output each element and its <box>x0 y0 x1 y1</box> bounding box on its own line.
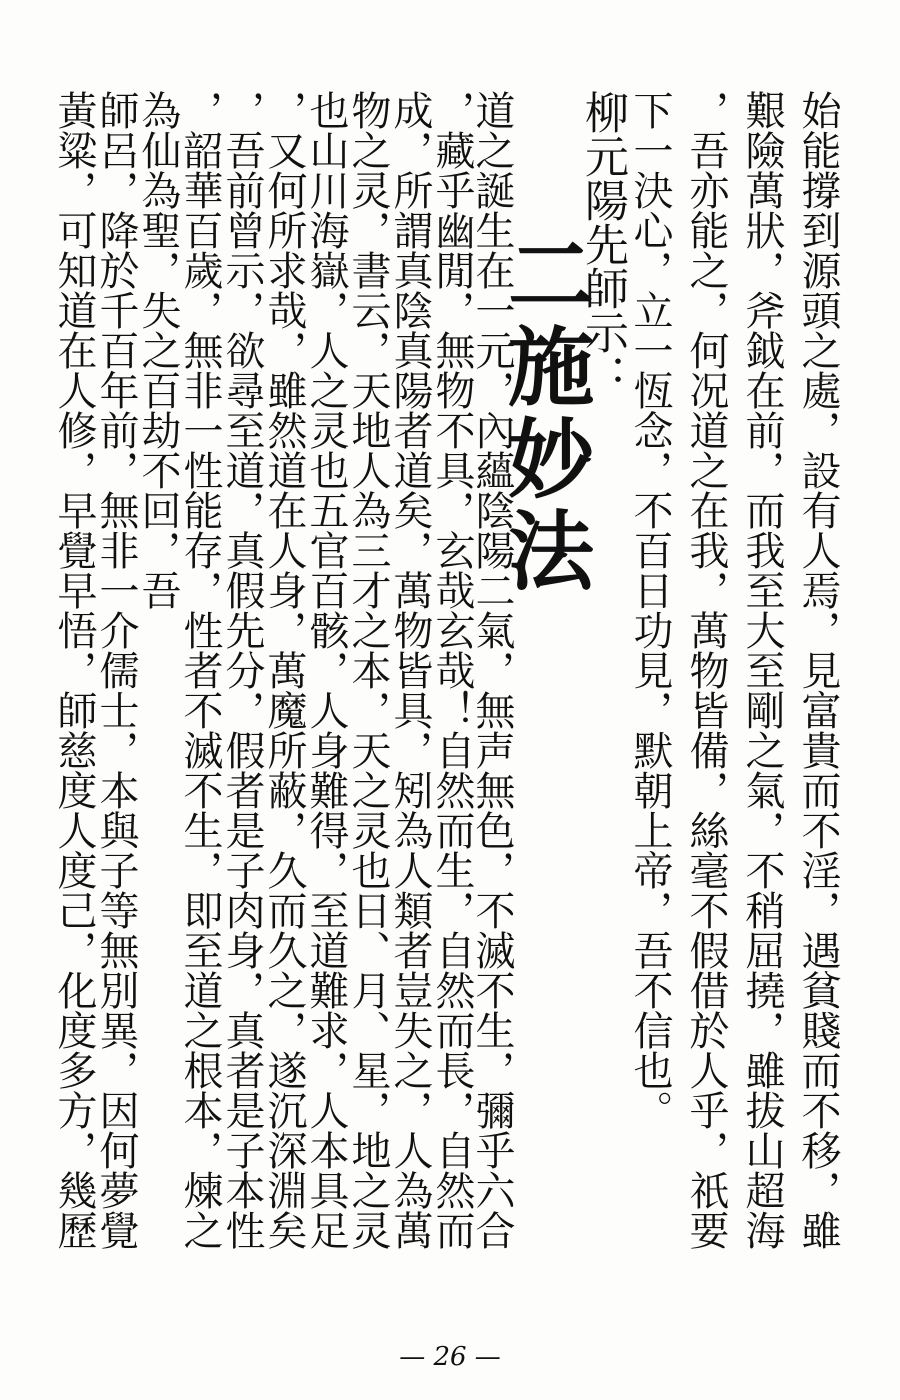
body-column: 物之灵，書云，天地人為三才之本，天之灵也日、月、星，地之灵 <box>345 90 391 1250</box>
text-column: 艱險萬狀，斧鉞在前，而我至大至剛之氣，不稍屈撓，雖拔山超海 <box>739 90 785 1250</box>
body-column: 為仙為聖，失之百劫不回，吾 <box>135 90 181 610</box>
body-column: 黃粱，可知道在人修，早覺早悟，師慈度人度己，化度多方，幾歷 <box>51 90 97 1250</box>
body-column: 成，所謂真陰真陽者道矣，萬物皆具，矧為人類者豈失之，人為萬 <box>387 90 433 1250</box>
body-column: 師呂，降於千百年前，無非一介儒士，本與子等無別異，因何夢覺 <box>93 90 139 1250</box>
body-column: ，吾前曾示，欲尋至道，真假先分，假者是子肉身，真者是子本性 <box>219 90 265 1250</box>
section-heading: 柳元陽先師示： <box>577 90 628 398</box>
page-title: 二施妙法 <box>493 230 594 598</box>
text-column: ，吾亦能之，何况道之在我，萬物皆備，絲毫不假借於人乎，祇要 <box>683 90 729 1250</box>
body-column: 道之誕生在一元，內蘊陰陽二氣，無声無色，不滅不生，彌乎六合 <box>469 90 515 1250</box>
body-column: ，又何所求哉，雖然道在人身，萬魔所蔽，久而久之，遂沉深淵矣 <box>261 90 307 1250</box>
text-column: 始能撐到源頭之處，設有人焉，見富貴而不淫，遇貧賤而不移，雖 <box>795 90 841 1250</box>
body-column: ，韶華百歲，無非一性能存，性者不滅不生，即至道之根本，煉之 <box>177 90 223 1250</box>
page-number: — 26 — <box>399 1342 501 1372</box>
text-column: 下一決心，立一恆念，不百日功見，默朝上帝，吾不信也。 <box>627 90 673 1130</box>
body-column: ，藏乎幽閒，無物不具，玄哉玄哉！自然而生，自然而長，自然而 <box>429 90 475 1250</box>
body-column: 也山川海嶽，人之灵也五官百骸，人身難得，至道難求，人本具足 <box>303 90 349 1250</box>
